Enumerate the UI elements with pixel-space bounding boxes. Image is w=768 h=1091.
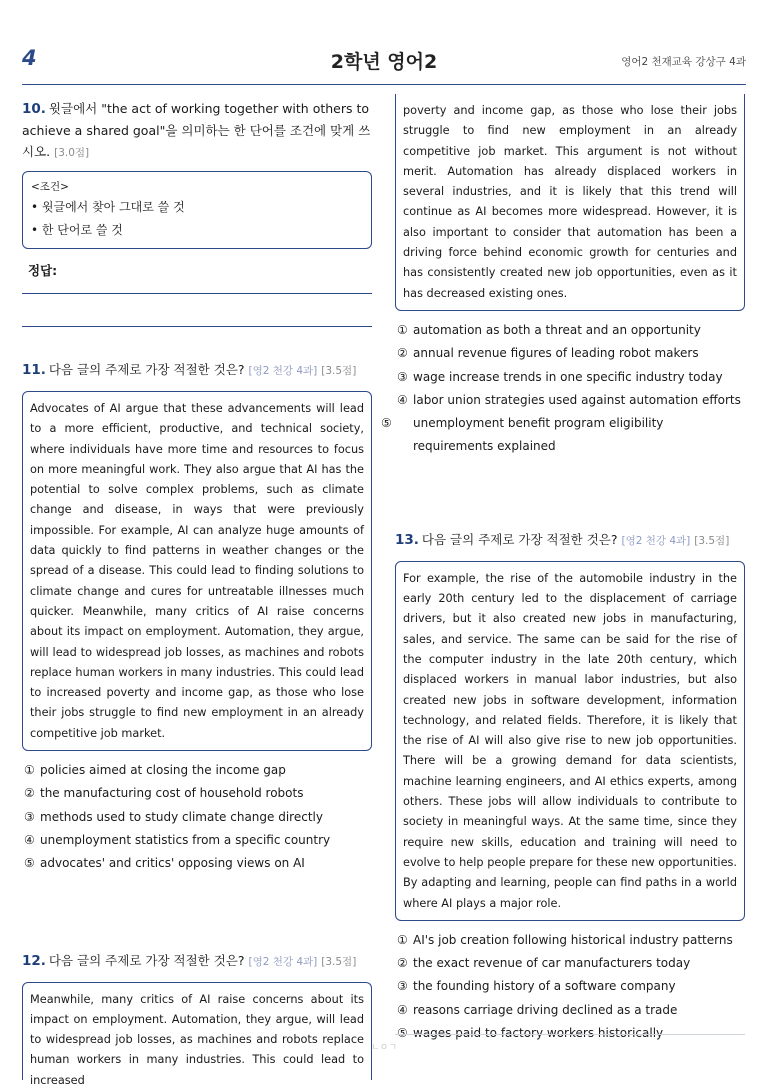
page-title: 2학년 영어2	[330, 51, 438, 73]
option-number: ②	[397, 956, 408, 971]
passage-box: For example, the rise of the automobile industry in the early 20th century led to the displacement of carriage drivers, but it also created new jobs in manufacturing, sales, and service. The same can be said for the rise of the computer industry in the late 20th century, which displaced workers in manual labor industries, but also created new jobs in software development, information technology, and related fields. Therefore, it is likely that the rise of AI will also give rise to new job opportunities. There will be a growing demand for data scientists, machine learning engineers, and AI ethics experts, among others. These jobs will allow individuals to contribute to society in meaningful ways. At the same time, since they require new skills, education and training will need to evolve to help people prepare for these new opportunities. By adapting and learning, people can find paths in a world where AI plays a major role.	[395, 561, 745, 921]
answer-option-5[interactable]	[22, 852, 372, 875]
question-text: 다음 글의 주제로 가장 적절한 것은?	[48, 362, 245, 377]
answer-option-4[interactable]	[395, 999, 745, 1022]
question-11-prompt	[22, 359, 372, 382]
question-source: [영2 천강 4과]	[248, 955, 318, 968]
option-text: the manufacturing cost of household robots	[40, 786, 304, 801]
option-number: ④	[397, 392, 408, 407]
option-text: automation as both a threat and an opportunity	[413, 322, 701, 337]
footer-divider	[395, 1034, 745, 1035]
option-text: annual revenue figures of leading robot makers	[413, 346, 699, 361]
option-text: advocates' and critics' opposing views on AI	[40, 856, 305, 871]
question-10-prompt	[22, 98, 372, 164]
page-subtitle: 영어2 천재교육 강상구 4과	[621, 56, 746, 68]
right-column	[381, 98, 745, 1045]
question-points: [3.5점]	[694, 534, 730, 547]
answer-options	[22, 759, 372, 875]
header-divider	[22, 84, 746, 85]
page-number: 4	[22, 46, 37, 70]
question-source: [영2 천강 4과]	[248, 365, 318, 377]
answer-option-1[interactable]	[395, 319, 745, 342]
answer-option-4[interactable]	[22, 829, 372, 852]
option-text: AI's job creation following historical industry patterns	[413, 932, 733, 947]
answer-option-2[interactable]	[395, 952, 745, 975]
answer-option-3[interactable]	[22, 806, 372, 829]
answer-option-4[interactable]	[395, 389, 745, 412]
question-text: 다음 글의 주제로 가장 적절한 것은?	[421, 531, 618, 547]
conditions-box	[22, 171, 372, 249]
question-points: [3.0점]	[54, 147, 90, 159]
question-number: 10.	[22, 101, 46, 117]
question-points: [3.5점]	[321, 955, 357, 968]
answer-option-2[interactable]	[395, 342, 745, 365]
answer-line[interactable]	[22, 293, 372, 294]
answer-option-1[interactable]	[22, 759, 372, 782]
option-number: ⑤	[24, 856, 35, 871]
option-text: policies aimed at closing the income gap	[40, 763, 286, 778]
option-text: wages paid to factory workers historically	[413, 1025, 664, 1040]
question-number: 13.	[395, 531, 419, 548]
question-number: 11.	[22, 362, 46, 378]
option-number: ①	[397, 932, 408, 947]
option-number: ②	[397, 346, 408, 361]
option-number: ⑤	[381, 416, 392, 431]
answer-label: 정답:	[28, 263, 58, 278]
condition-item: • 윗글에서 찾아 그대로 쓸 것	[31, 200, 185, 214]
option-number: ③	[24, 809, 35, 824]
question-11	[22, 359, 372, 876]
passage-box-part1: Meanwhile, many critics of AI raise concerns about its impact on employment. Automation, they argue, will lead to widespread job losses, as machines and robots replace human workers in many industries. This could lead to increased	[22, 982, 372, 1080]
option-text: reasons carriage driving declined as a trade	[413, 1002, 678, 1017]
question-12	[22, 950, 372, 1087]
left-column	[22, 98, 372, 1087]
page-header	[22, 44, 746, 84]
option-number: ③	[397, 979, 408, 994]
option-number: ④	[397, 1002, 408, 1017]
option-number: ①	[24, 763, 35, 778]
option-text: methods used to study climate change directly	[40, 809, 323, 824]
question-10	[22, 98, 372, 327]
question-source: [영2 천강 4과]	[621, 534, 691, 547]
answer-option-3[interactable]	[395, 366, 745, 389]
answer-option-1[interactable]	[395, 929, 745, 952]
answer-option-5[interactable]	[381, 412, 745, 459]
answer-options	[395, 929, 745, 1045]
option-text: unemployment benefit program eligibility requirements explained	[413, 416, 664, 454]
question-13-prompt	[395, 529, 745, 552]
condition-item: • 한 단어로 쓸 것	[31, 223, 123, 237]
page-footer: ㄴㅇㄱ	[370, 1043, 398, 1053]
option-number: ③	[397, 369, 408, 384]
option-text: labor union strategies used against automation efforts	[413, 392, 741, 407]
option-text: the exact revenue of car manufacturers today	[413, 956, 691, 971]
question-13	[395, 529, 745, 1046]
answer-option-3[interactable]	[395, 975, 745, 998]
option-number: ②	[24, 786, 35, 801]
passage-box-part2: poverty and income gap, as those who lose their jobs struggle to find new employment in an already competitive job market. This argument is not without merit. Automation has already displaced workers in several industries, and it is likely that this trend will continue as AI becomes more widespread. However, it is also important to consider that automation has been a driving force behind economic growth for centuries and has consistently created new job opportunities, even as it has decreased existing ones.	[395, 94, 745, 311]
question-number: 12.	[22, 952, 46, 969]
answer-line[interactable]	[22, 326, 372, 327]
question-text: 윗글에서 "the act of working together with others to achieve a shared goal"을 의미하는 한 단어를 조건에 맞게 쓰시오.	[22, 101, 371, 159]
option-number: ①	[397, 322, 408, 337]
answer-option-2[interactable]	[22, 782, 372, 805]
option-number: ④	[24, 832, 35, 847]
answer-options	[381, 319, 745, 459]
passage-box: Advocates of AI argue that these advancements will lead to a more efficient, productive, and technical society, where individuals have more time and resources to focus on more meaningful work. They also argue that AI has the potential to solve complex problems, such as climate change and disease, in ways that were previously impossible. For example, AI can analyze huge amounts of data quickly to find patterns in weather changes or the spread of a disease. This could lead to finding solutions to climate change and cures for untreatable illnesses much quicker. Meanwhile, many critics of AI raise concerns about its impact on employment. Automation, they argue, will lead to widespread job losses, as machines and robots replace human workers in many industries. This could lead to increased poverty and income gap, as those who lose their jobs struggle to find new employment in an already competitive job market.	[22, 391, 372, 751]
option-text: wage increase trends in one specific industry today	[413, 369, 723, 384]
question-points: [3.5점]	[321, 365, 357, 377]
option-text: unemployment statistics from a specific country	[40, 832, 331, 847]
question-text: 다음 글의 주제로 가장 적절한 것은?	[48, 952, 245, 968]
question-12-prompt	[22, 950, 372, 973]
option-text: the founding history of a software company	[413, 979, 676, 994]
question-12-continued	[381, 94, 745, 459]
conditions-title: <조건>	[31, 181, 69, 193]
option-number: ⑤	[397, 1025, 408, 1040]
